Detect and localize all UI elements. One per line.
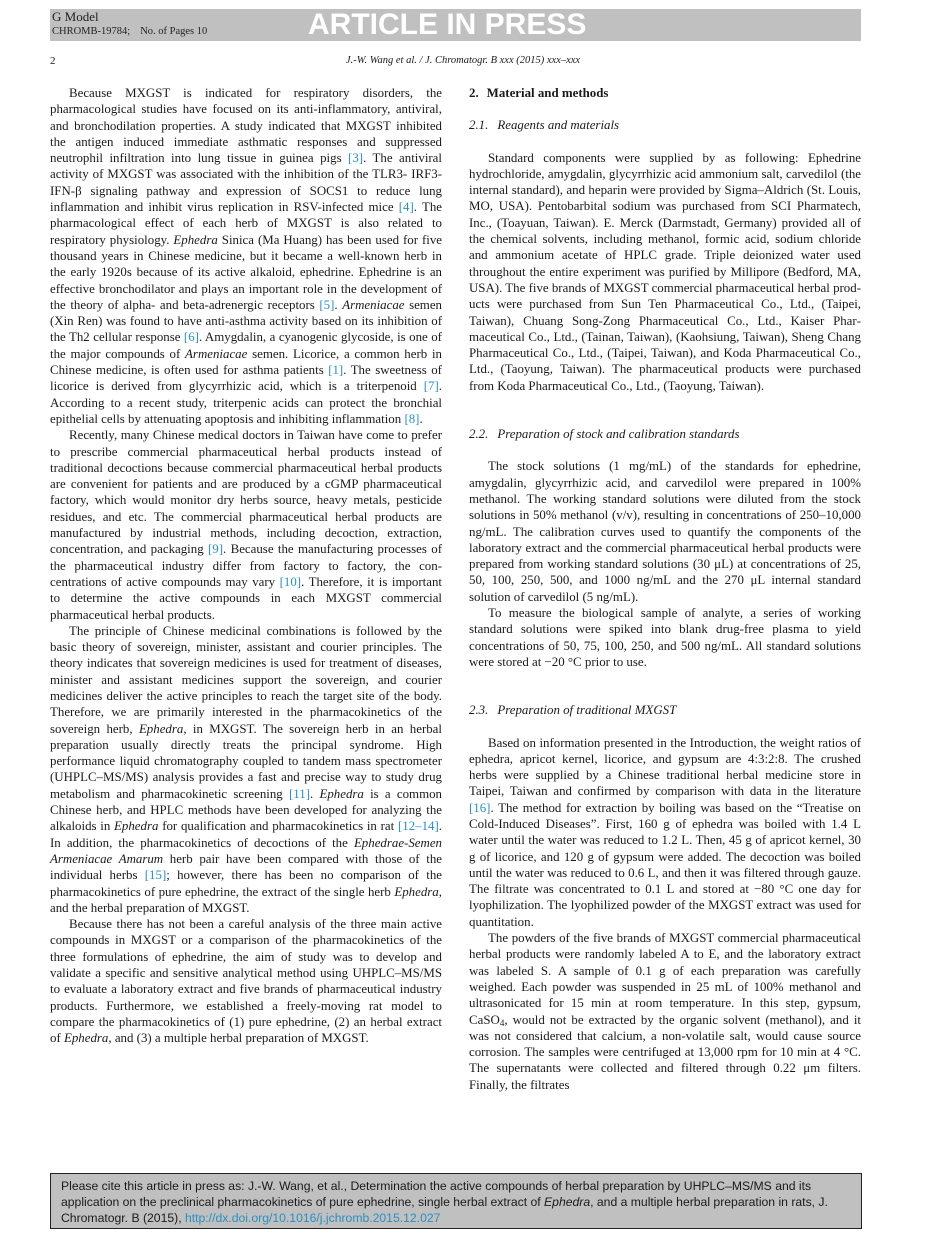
citation-link[interactable]: [9]: [208, 542, 224, 557]
citation-link[interactable]: [11]: [288, 786, 310, 801]
article-in-press-banner: [50, 9, 861, 41]
citation-link[interactable]: [16]: [469, 800, 491, 815]
doi-link[interactable]: http://dx.doi.org/10.1016/j.jchromb.2015.12.027: [184, 1211, 441, 1225]
subsection-heading: 2.1. Reagents and materials: [469, 118, 620, 133]
journal-model-info: [52, 9, 217, 39]
running-head: J.-W. Wang et al. / J. Chromatogr. B xxx (2015) xxx–xxx: [345, 55, 581, 66]
citation-notice: Please cite this article in press as: J.-W. Wang, et al., Determination the active compounds of herbal preparation by UHPLC–MS/MS and its application on the preclinical pharmacokinetics of pure ephedrine, single herbal extract of Ephedra, and a multiple herbal preparation in rats, J. Chromatogr. B (2015), http://dx.doi.org/10.1016/j.jchromb.2015.12.027: [50, 1173, 862, 1229]
model-label: G Model: [52, 9, 99, 24]
paragraph: Recently, many Chinese medical doctors in Taiwan have come to prefer to prescribe commercial pharmaceutical herbal products instead of traditional decoctions because commercial pharmaceutical herbal products are convenient for patients and are produced by a cGMP pharmaceutical factory, which would monitor dry herbs source, heavy metals, pesticide residues, and etc. The commercial pharmaceutical herbal products are manufactured by industrial methods, including decoction, extraction, concentration, and packaging [9]. Because the manufacturing processes of the pharmaceutical industry differ from factory to factory, the concentrations of active compounds may vary [10]. Therefore, it is important to determine the active compounds in each MXGST commercial pharmaceutical herbal products.: [50, 428, 442, 622]
citation-link[interactable]: [3]: [348, 151, 364, 166]
citation-link[interactable]: [6]: [183, 330, 199, 345]
citation-link[interactable]: [7]: [423, 379, 439, 394]
banner-title: ARTICLE IN PRESS: [308, 8, 587, 41]
paragraph: The powders of the five brands of MXGST commercial pharmaceutical herbal products were randomly labeled A to E, and the laboratory extract was labeled S. A sample of 0.1 g of each preparation was carefully weighed. Each powder was suspended in 25 mL of 100% methanol and ultrasonicated for 15 min at room temperature. In this step, gypsum, CaSO$_4$, would not be extracted by the organic solvent (methanol), and it was not considered that calcium, a non-volatile salt, would cause source corrosion. The samples were centrifuged at 13,000 rpm for 10 min at 4 °C. The supernatants were collected and filtered through 0.22 μm filters. Finally, the filtrates: [469, 931, 861, 1092]
paragraph: Based on information presented in the Introduction, the weight ratios of ephedra, apricot kernel, licorice, and gypsum are 4:3:2:8. The crushed herbs were supplied by a Chinese traditional herbal medicine store in Taipei, Taiwan and confirmed by comparison with data in the literature [16]. The method for extraction by boiling was based on the “Treatise on Cold-Induced Diseases”. First, 160 g of ephedra was boiled with 1.4 L water until the water was reduced to 1.2 L. Then, 45 g of apricot kernel, 30 g of licorice, and 120 g of gypsum were added. The decoction was boiled until the water was reduced to 0.6 L, and then it was filtered through gauze. The filtrate was concentrated to 0.1 L and stored at −80 °C one day for lyophilization. The lyophilized powder of the MXGST extract was used for quantitation.: [469, 735, 861, 929]
article-code: CHROMB-19784;: [52, 26, 131, 37]
paragraph: The principle of Chinese medicinal combinations is followed by the basic theory of sovereign, minister, assistant and courier principles. The theory indicates that sovereign medicines is used for treatment of diseases, minister and assistant medicines support the sovereign, and courier medicines deliver the active principles to reach the target site of the body. Therefore, we are primarily interested in the pharmacokinetics of the sovereign herb, Ephedra, in MXGST. The sovereign herb in an herbal preparation usually directly treats the principal syndrome. High performance liquid chromatography coupled to tandem mass spectrometer (UHPLC–MS/MS) analysis provides a fast and precise way to study drug metabolism and pharmacokinetic screening [11]. Ephedra is a common Chinese herb, and HPLC methods have been developed for analyzing the alkaloids in Ephedra for qualification and pharmacokinetics in rat [12–14]. In addition, the pharmacokinetics of decoctions of the Ephedrae-Semen Armeniacae Amarum herb pair have been compared with those of the individual herbs [15]; however, there has been no comparison of the pharmacokinetics of pure ephedrine, the extract of the single herb Ephedra, and the herbal preparation of MXGST.: [50, 623, 442, 915]
paragraph: Because there has not been a careful analysis of the three main active compounds in MXGST or a comparison of the pharmacokinetics of the three formulations of ephedrine, the aim of study was to develop and validate a specific and sensitive analytical method using UHPLC–MS/MS to evaluate a laboratory extract and five brands of pharmaceutical industry products. Furthermore, we established a freely-moving rat model to compare the pharmacokinetics of (1) pure ephedrine, (2) an herbal extract of Ephedra, and (3) a multiple herbal preparation of MXGST.: [50, 917, 442, 1046]
paragraph: The stock solutions (1 mg/mL) of the standards for ephedrine, amygdalin, glycyrrhizic acid, and carvedilol were prepared in 100% methanol. The working standard solutions were diluted from the stock solutions in 50% methanol (v/v), resulting in concentrations of 250–10,000 ng/mL. The calibration curves used to quantify the components of the laboratory extract and the commercial pharmaceutical herbal products were prepared from working standard solutions (30 μL) at concentrations of 25, 50, 100, 250, 500, and 1000 ng/mL and the 270 μL internal standard solution of carvedilol (5 ng/mL).: [469, 459, 861, 604]
citation-link[interactable]: [12–14]: [397, 819, 439, 834]
section-heading: 2. Material and methods: [469, 86, 609, 100]
page-count: No. of Pages 10: [140, 26, 208, 37]
paragraph: Because MXGST is indicated for respiratory disorders, the pharmacological studies have focused on its anti-inflammatory, antiviral, and bronchodilation properties. A study indicated that MXGST inhibited the antigen induced immediate asthmatic responses and suppressed neutrophil infiltration into lung tissue in guinea pigs [3]. The antiviral activity of MXGST was associated with the inhibition of the TLR3- IRF3-IFN-β signaling pathway and expression of SOCS1 to reduce lung inflammation and inhibit virus replication in RSV-infected mice [4]. The pharmacological effect of each herb of MXGST is also related to respiratory physiology. Ephedra Sinica (Ma Huang) has been used for five thousand years in Chinese medicine, but it became a well-known herb in the early 1920s because of its active alkaloid, ephedrine. Ephedrine is an effective bronchodilator and plays an important role in the development of the theory of alpha- and beta-adrenergic receptors [5]. Armeniacae semen (Xin Ren) was found to have anti-asthma activity based on its inhibition of the Th2 cellular response [6]. Amygdalin, a cyanogenic glycoside, is one of the major compounds of Armeniacae semen. Licorice, a common herb in Chinese medicine, is often used for asthma patients [1]. The sweetness of licorice is derived from glycyrrhizic acid, which is a triterpenoid [7]. According to a recent study, triterpenic acids can protect the bronchial epithelial cells by attenuating apoptosis and inhibiting inflammation [8].: [50, 86, 442, 426]
left-column: [50, 85, 442, 1047]
citation-link[interactable]: [4]: [398, 200, 414, 215]
citation-link[interactable]: [1]: [328, 363, 344, 378]
citation-link[interactable]: [8]: [404, 411, 420, 426]
citation-link[interactable]: [15]: [144, 868, 167, 883]
subsection-heading: 2.3. Preparation of traditional MXGST: [469, 703, 677, 718]
citation-link[interactable]: [10]: [279, 574, 302, 589]
page-number: 2: [50, 55, 56, 67]
paragraph: To measure the biological sample of analyte, a series of working standard solutions were spiked into blank drug-free plasma to yield concentrations of 50, 75, 100, 250, and 500 ng/mL. All standard solutions were stored at −20 °C prior to use.: [469, 606, 861, 669]
citation-link[interactable]: [5]: [319, 297, 335, 312]
paragraph: Standard components were supplied by as following: Ephedrine hydrochloride, amygdalin, glycyrrhizic acid ammonium salt, carvedilol (the internal standard), and heparin were provided by Sigma–Aldrich (St. Louis, MO, USA). Pentobarbital sodium was purchased from SCI Pharmatech, Inc., (Toayuan, Taiwan). E. Merck (Darmstadt, Germany) provided all of the chemical solvents, including methanol, formic acid, sodium chloride and ammonium acetate of HPLC grade. Triple deionized water used throughout the entire experiment was purified by Millipore (Bedford, MA, USA). The five brands of MXGST commercial pharmaceutical herbal products were purchased from Sun Ten Pharmaceutical Co., Ltd., (Taipei, Taiwan), Chuang Song-Zong Pharmaceutical Co., Ltd., Kaiser Pharmaceutical Co., Ltd., (Tainan, Taiwan), (Kaohsiung, Taiwan), Sheng Chang Pharmaceutical Co., Ltd., (Taipei, Taiwan), and Koda Pharmaceutical Co., Ltd., (Taoyung, Taiwan). The pharmaceutical products were purchased from Koda Pharmaceutical Co., Ltd., (Taoyung, Taiwan).: [469, 150, 861, 393]
subsection-heading: 2.2. Preparation of stock and calibration standards: [469, 427, 740, 442]
right-column: [469, 85, 861, 1093]
